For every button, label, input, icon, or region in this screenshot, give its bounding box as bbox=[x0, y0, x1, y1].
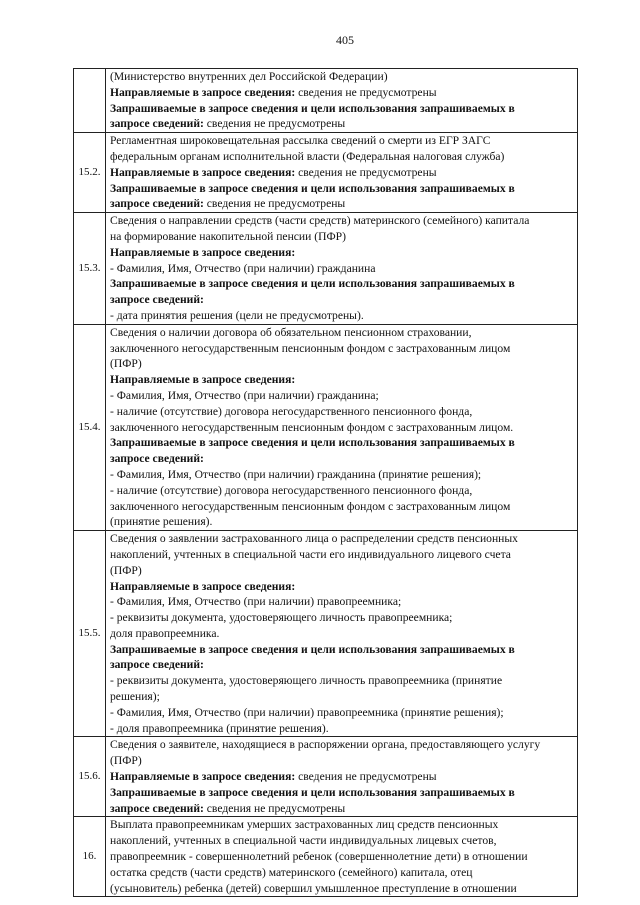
item-description bbox=[106, 213, 578, 325]
line-text: (ПФР) bbox=[110, 754, 142, 768]
text-line bbox=[110, 673, 577, 689]
item-description bbox=[106, 133, 578, 213]
line-text: (ПФР) bbox=[110, 563, 142, 577]
bold-label: Запрашиваемые в запросе сведения и цели использования запрашиваемых в bbox=[110, 101, 515, 115]
bold-label: Запрашиваемые в запросе сведения и цели использования запрашиваемых в bbox=[110, 642, 515, 656]
table-body bbox=[74, 69, 578, 897]
text-line bbox=[110, 69, 577, 85]
text-line bbox=[110, 420, 577, 436]
text-line bbox=[110, 483, 577, 499]
item-number: 15.4. bbox=[74, 324, 106, 530]
text-line bbox=[110, 467, 577, 483]
line-text: сведения не предусмотрены bbox=[295, 770, 437, 784]
line-text: заключенного негосударственным пенсионным фондом с застрахованным лицом bbox=[110, 499, 511, 513]
text-line bbox=[110, 881, 577, 897]
line-text: сведения не предусмотрены bbox=[295, 165, 437, 179]
item-number: 16. bbox=[74, 817, 106, 897]
line-text: накоплений, учтенных в специальной части индивидуальных лицевых счетов, bbox=[110, 834, 497, 848]
text-line bbox=[110, 116, 577, 132]
table-row bbox=[74, 133, 578, 213]
line-text: - Фамилия, Имя, Отчество (при наличии) гражданина; bbox=[110, 388, 379, 402]
text-line bbox=[110, 356, 577, 372]
text-line bbox=[110, 563, 577, 579]
text-line bbox=[110, 196, 577, 212]
bold-label: Направляемые в запросе сведения: bbox=[110, 373, 296, 387]
text-line bbox=[110, 514, 577, 530]
text-line bbox=[110, 372, 577, 388]
text-line bbox=[110, 626, 577, 642]
text-line bbox=[110, 753, 577, 769]
text-line bbox=[110, 181, 577, 197]
line-text: Сведения о наличии договора об обязательном пенсионном страховании, bbox=[110, 325, 472, 339]
text-line bbox=[110, 705, 577, 721]
item-number: 15.3. bbox=[74, 213, 106, 325]
line-text: сведения не предусмотрены bbox=[203, 117, 346, 131]
text-line bbox=[110, 610, 577, 626]
line-text: Регламентная широковещательная рассылка сведений о смерти из ЕГР ЗАГС bbox=[110, 134, 491, 148]
bold-label: Направляемые в запросе сведения: bbox=[110, 165, 296, 179]
item-number: 15.5. bbox=[74, 531, 106, 737]
bold-label: запросе сведений: bbox=[110, 452, 204, 466]
table-row bbox=[74, 817, 578, 897]
line-text: правопреемник - совершеннолетний ребенок (совершеннолетние дети) в отношении bbox=[110, 850, 528, 864]
line-text: - наличие (отсутствие) договора негосударственного пенсионного фонда, bbox=[110, 404, 473, 418]
line-text: (усыновитель) ребенка (детей) совершил умышленное преступление в отношении bbox=[110, 881, 517, 895]
text-line bbox=[110, 101, 577, 117]
text-line bbox=[110, 229, 577, 245]
line-text: накоплений, учтенных в специальной части его индивидуального лицевого счета bbox=[110, 547, 511, 561]
text-line bbox=[110, 817, 577, 833]
item-description bbox=[106, 531, 578, 737]
text-line bbox=[110, 737, 577, 753]
line-text: федеральным органам исполнительной власти (Федеральная налоговая служба) bbox=[110, 149, 505, 163]
table-row bbox=[74, 531, 578, 737]
line-text: Сведения о заявителе, находящиеся в распоряжении органа, предоставляющего услугу bbox=[110, 738, 541, 752]
line-text: Выплата правопреемникам умерших застрахованных лиц средств пенсионных bbox=[110, 818, 499, 832]
table-row bbox=[74, 213, 578, 325]
text-line bbox=[110, 276, 577, 292]
item-description bbox=[106, 737, 578, 817]
line-text: доля правопреемника. bbox=[110, 626, 220, 640]
text-line bbox=[110, 769, 577, 785]
text-line bbox=[110, 261, 577, 277]
text-line bbox=[110, 149, 577, 165]
line-text: - дата принятия решения (цели не предусмотрены). bbox=[110, 308, 364, 322]
text-line bbox=[110, 404, 577, 420]
item-description bbox=[106, 324, 578, 530]
bold-label: запросе сведений: bbox=[110, 658, 204, 672]
table-row bbox=[74, 69, 578, 133]
text-line bbox=[110, 133, 577, 149]
line-text: сведения не предусмотрены bbox=[203, 801, 346, 815]
text-line bbox=[110, 292, 577, 308]
text-line bbox=[110, 341, 577, 357]
bold-label: Направляемые в запросе сведения: bbox=[110, 770, 296, 784]
bold-label: Запрашиваемые в запросе сведения и цели использования запрашиваемых в bbox=[110, 277, 515, 291]
bold-label: Направляемые в запросе сведения: bbox=[110, 579, 296, 593]
bold-label: запросе сведений: bbox=[110, 197, 204, 211]
line-text: - Фамилия, Имя, Отчество (при наличии) правопреемника; bbox=[110, 595, 402, 609]
text-line bbox=[110, 451, 577, 467]
bold-label: запросе сведений: bbox=[110, 293, 204, 307]
line-text: сведения не предусмотрены bbox=[203, 197, 346, 211]
text-line bbox=[110, 531, 577, 547]
bold-label: Запрашиваемые в запросе сведения и цели использования запрашиваемых в bbox=[110, 785, 515, 799]
item-number: 15.2. bbox=[74, 133, 106, 213]
item-number: 15.6. bbox=[74, 737, 106, 817]
text-line bbox=[110, 785, 577, 801]
bold-label: Запрашиваемые в запросе сведения и цели использования запрашиваемых в bbox=[110, 436, 515, 450]
text-line bbox=[110, 547, 577, 563]
bold-label: Направляемые в запросе сведения: bbox=[110, 245, 296, 259]
line-text: на формирование накопительной пенсии (ПФР) bbox=[110, 229, 346, 243]
item-description bbox=[106, 817, 578, 897]
text-line bbox=[110, 642, 577, 658]
table-row bbox=[74, 737, 578, 817]
text-line bbox=[110, 388, 577, 404]
line-text: (ПФР) bbox=[110, 357, 142, 371]
line-text: - Фамилия, Имя, Отчество (при наличии) правопреемника (принятие решения); bbox=[110, 705, 504, 719]
line-text: - доля правопреемника (принятие решения). bbox=[110, 721, 329, 735]
text-line bbox=[110, 213, 577, 229]
text-line bbox=[110, 657, 577, 673]
line-text: заключенного негосударственным пенсионным фондом с застрахованным лицом. bbox=[110, 420, 514, 434]
item-number bbox=[74, 69, 106, 133]
text-line bbox=[110, 435, 577, 451]
text-line bbox=[110, 865, 577, 881]
bold-label: Направляемые в запросе сведения: bbox=[110, 85, 296, 99]
bold-label: запросе сведений: bbox=[110, 117, 204, 131]
text-line bbox=[110, 594, 577, 610]
line-text: решения); bbox=[110, 690, 160, 704]
text-line bbox=[110, 165, 577, 181]
line-text: - реквизиты документа, удостоверяющего личность правопреемника; bbox=[110, 611, 453, 625]
line-text: Сведения о заявлении застрахованного лица о распределении средств пенсионных bbox=[110, 532, 518, 546]
text-line bbox=[110, 689, 577, 705]
text-line bbox=[110, 325, 577, 341]
line-text: - Фамилия, Имя, Отчество (при наличии) гражданина (принятие решения); bbox=[110, 467, 482, 481]
text-line bbox=[110, 499, 577, 515]
line-text: остатка средств (части средств) материнского (семейного) капитала, отец bbox=[110, 865, 473, 879]
page-number: 405 bbox=[336, 33, 354, 47]
line-text: заключенного негосударственным пенсионным фондом с застрахованным лицом bbox=[110, 341, 511, 355]
text-line bbox=[110, 85, 577, 101]
line-text: - наличие (отсутствие) договора негосударственного пенсионного фонда, bbox=[110, 483, 473, 497]
line-text: (Министерство внутренних дел Российской Федерации) bbox=[110, 70, 388, 83]
table-row bbox=[74, 324, 578, 530]
text-line bbox=[110, 721, 577, 737]
bold-label: запросе сведений: bbox=[110, 801, 204, 815]
text-line bbox=[110, 579, 577, 595]
text-line bbox=[110, 245, 577, 261]
line-text: - Фамилия, Имя, Отчество (при наличии) гражданина bbox=[110, 261, 376, 275]
text-line bbox=[110, 308, 577, 324]
line-text: Сведения о направлении средств (части средств) материнского (семейного) капитала bbox=[110, 214, 530, 228]
text-line bbox=[110, 801, 577, 817]
text-line bbox=[110, 849, 577, 865]
line-text: - реквизиты документа, удостоверяющего личность правопреемника (принятие bbox=[110, 674, 503, 688]
line-text: (принятие решения). bbox=[110, 515, 213, 529]
bold-label: Запрашиваемые в запросе сведения и цели использования запрашиваемых в bbox=[110, 181, 515, 195]
services-table bbox=[73, 68, 578, 897]
line-text: сведения не предусмотрены bbox=[295, 85, 437, 99]
text-line bbox=[110, 833, 577, 849]
item-description bbox=[106, 69, 578, 133]
